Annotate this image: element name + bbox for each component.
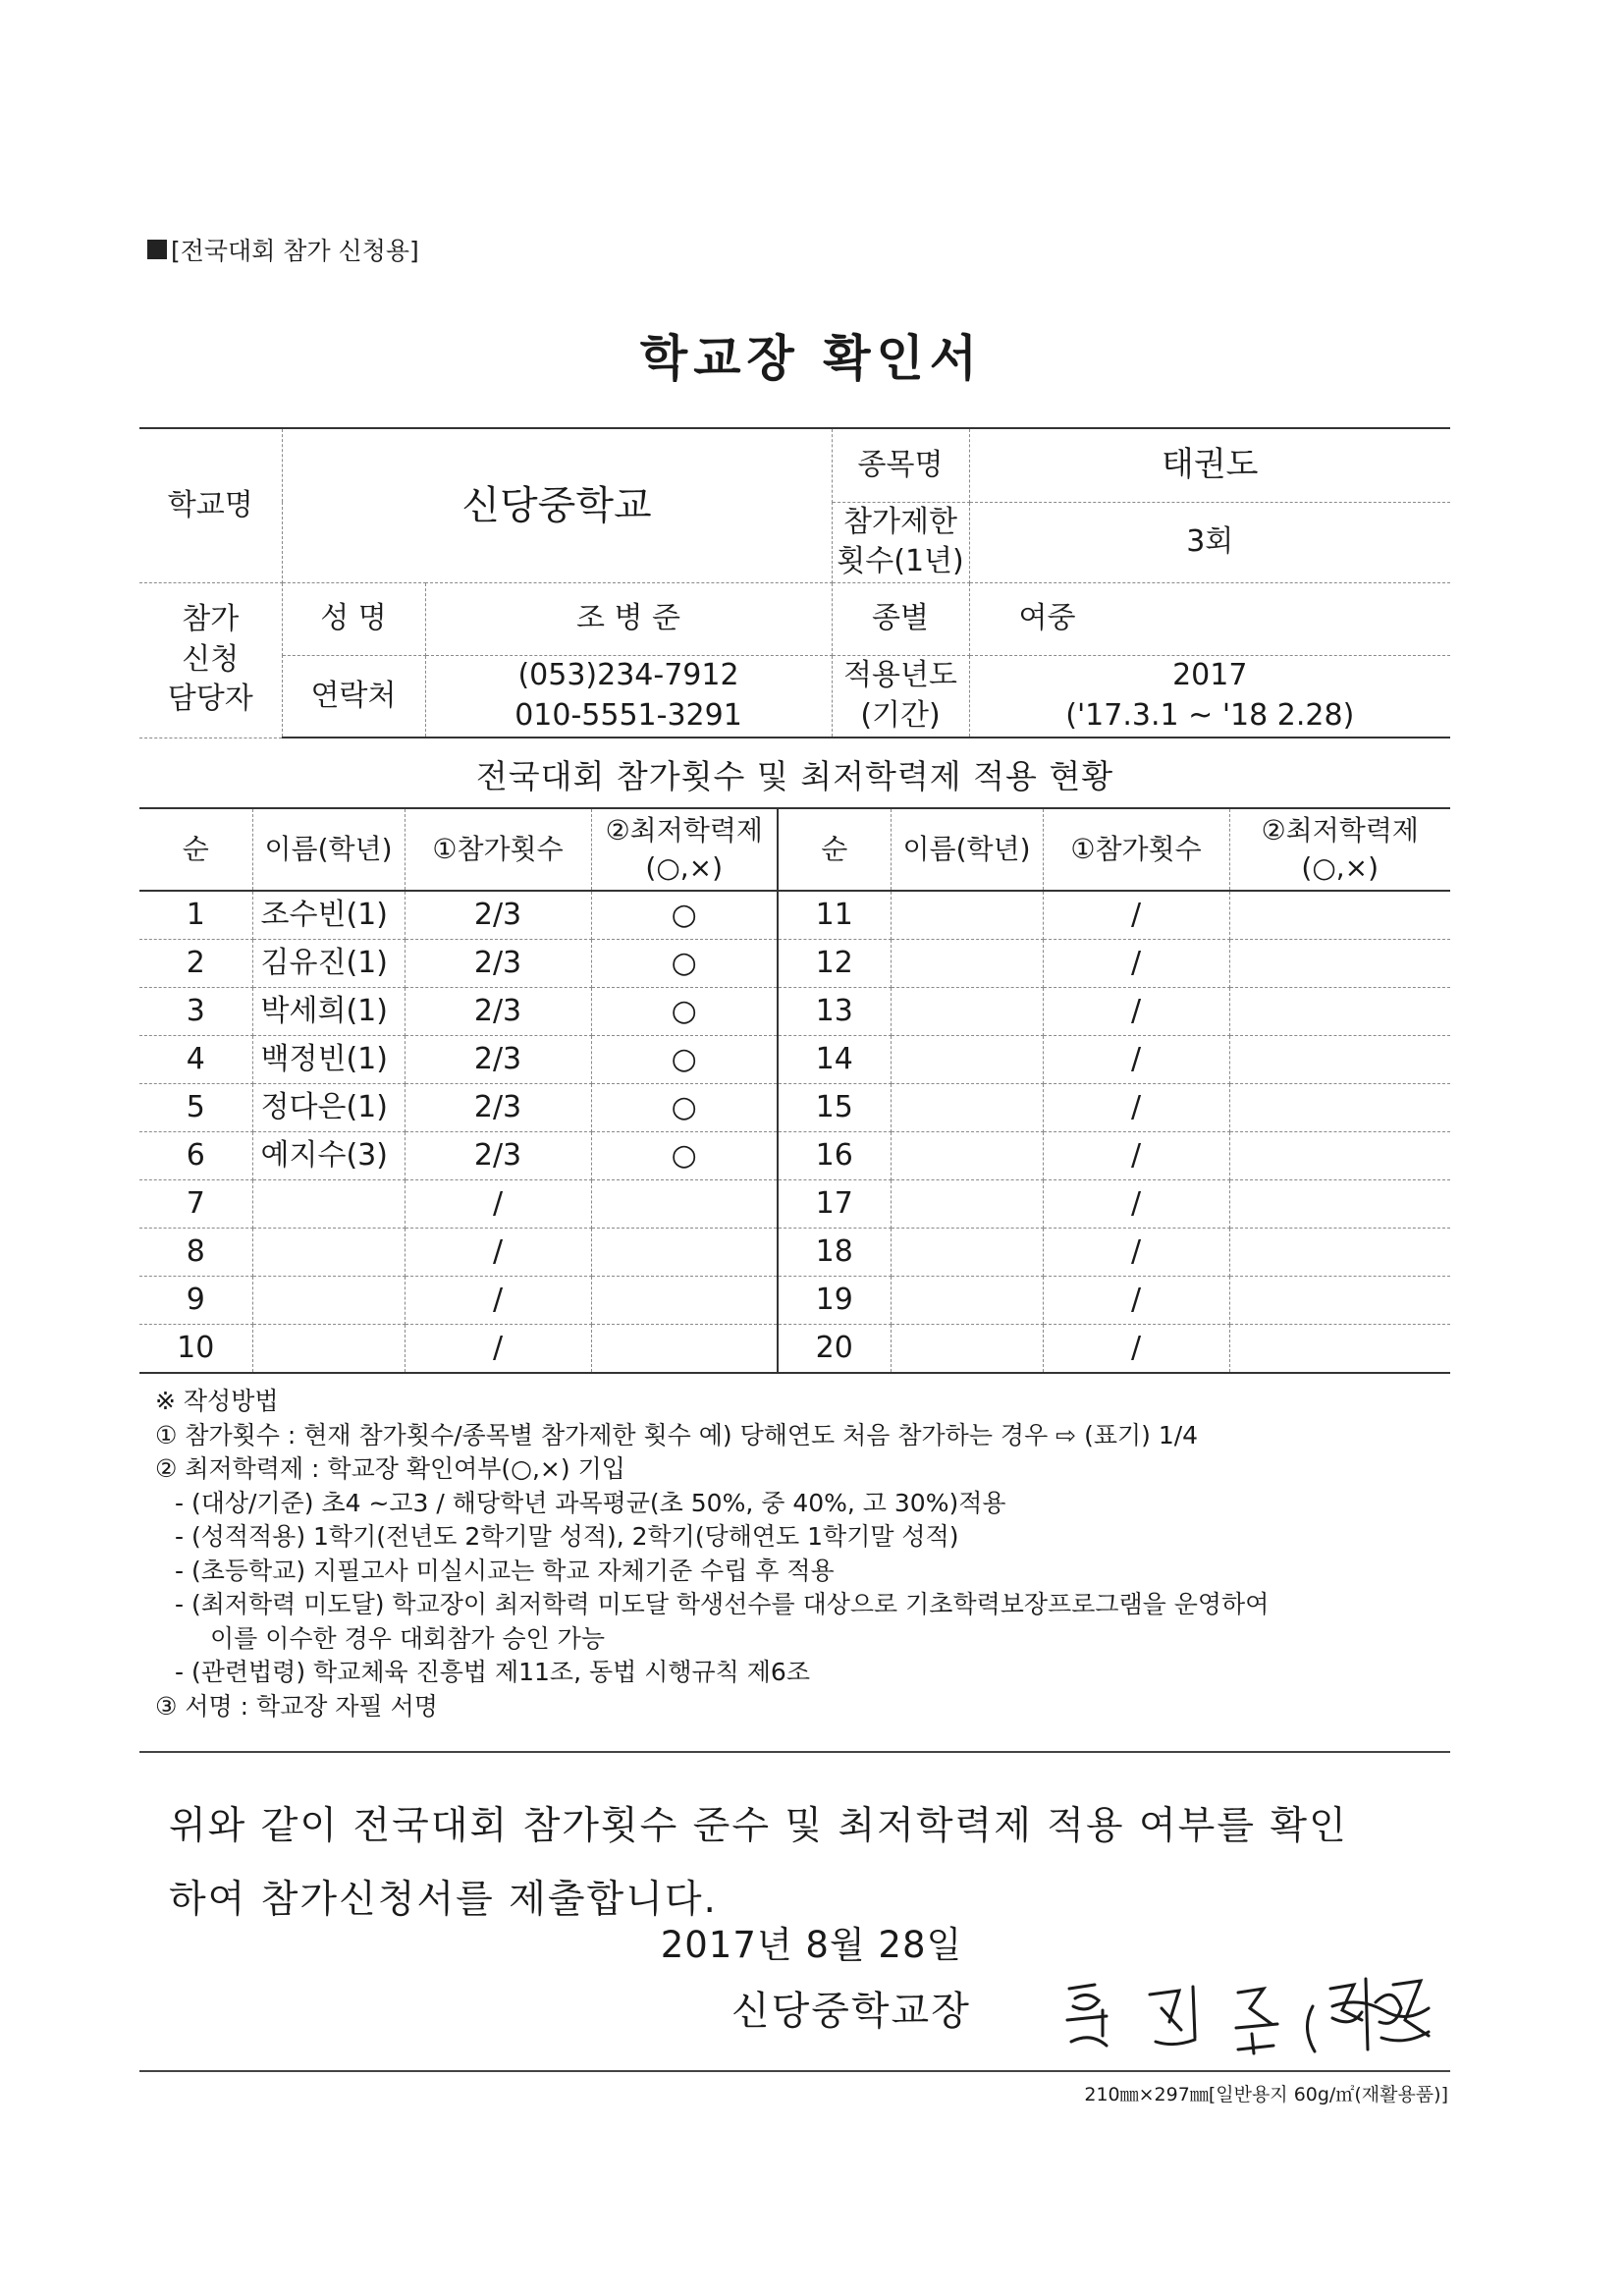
table-row: 5 정다은(1) 2/3 ○ 15 /	[139, 1084, 1450, 1132]
submission-date: 2017년 8월 28일	[660, 1924, 963, 1966]
phone-1: (053)234-7912	[517, 658, 739, 693]
manager-name-value: 조 병 준	[425, 582, 832, 655]
notes-heading: ※ 작성방법	[155, 1387, 279, 1415]
year-label: 적용년도 (기간)	[832, 655, 969, 738]
note-1: ① 참가횟수 : 현재 참가횟수/종목별 참가제한 횟수 예) 당해연도 처음 참가하는 경우 ⇨ (표기) 1/4	[155, 1420, 1199, 1449]
limit-value: 3회	[969, 502, 1450, 582]
table-row: 7 / 17 /	[139, 1180, 1450, 1229]
category-label: 종별	[832, 582, 969, 655]
document-title: 학교장 확인서	[639, 330, 984, 387]
table-row: 2 김유진(1) 2/3 ○ 12 /	[139, 940, 1450, 988]
header-count: ①참가횟수	[405, 808, 591, 891]
form-type-tag	[147, 232, 419, 267]
phone-2: 010-5551-3291	[514, 697, 742, 733]
note-3: ③ 서명 : 학교장 자필 서명	[155, 1691, 438, 1721]
contact-value	[425, 655, 832, 738]
writing-instructions	[155, 1385, 1451, 1723]
table-row: 1 조수빈(1) 2/3 ○ 11 /	[139, 891, 1450, 940]
category-value: 여중	[969, 582, 1450, 655]
info-table	[139, 427, 1450, 738]
header-min: ②최저학력제 (○,×)	[591, 808, 778, 891]
header-no: 순	[139, 808, 252, 891]
header-no: 순	[778, 808, 891, 891]
signer-title: 신당중학교장	[731, 1989, 971, 2034]
confirmation-statement: 위와 같이 전국대회 참가횟수 준수 및 최저학력제 적용 여부를 확인 하여 참가신청서를 제출합니다.	[169, 1804, 1348, 1922]
paper-spec: 210㎜×297㎜[일반용지 60g/㎡(재활용품)]	[1084, 2084, 1448, 2105]
school-name-label: 학교명	[139, 428, 282, 582]
roster-title: 전국대회 참가횟수 및 최저학력제 적용 현황	[475, 757, 1114, 795]
signature-stroke-icon	[1055, 1959, 1468, 2067]
note-2: ② 최저학력제 : 학교장 확인여부(○,×) 기입	[155, 1454, 625, 1483]
form-type-label: [전국대회 참가 신청용]	[171, 237, 419, 265]
divider	[139, 1751, 1450, 1753]
header-name: 이름(학년)	[252, 808, 405, 891]
table-row: 3 박세희(1) 2/3 ○ 13 /	[139, 988, 1450, 1036]
table-row: 6 예지수(3) 2/3 ○ 16 /	[139, 1132, 1450, 1180]
contact-label: 연락처	[282, 655, 425, 738]
header-count: ①참가횟수	[1043, 808, 1229, 891]
note-2-sub-2: - (성적적용) 1학기(전년도 2학기말 성적), 2학기(당해연도 1학기말 성적)	[175, 1522, 959, 1551]
roster-table	[139, 807, 1450, 1374]
handwritten-signature	[1055, 1959, 1468, 2071]
manager-label: 참가 신청 담당자	[139, 582, 282, 738]
table-row: 8 / 18 /	[139, 1229, 1450, 1277]
event-value: 태권도	[969, 428, 1450, 502]
event-label: 종목명	[832, 428, 969, 502]
limit-label: 참가제한 횟수(1년)	[832, 502, 969, 582]
header-min: ②최저학력제 (○,×)	[1229, 808, 1450, 891]
year-value: 2017 ('17.3.1 ~ '18 2.28)	[969, 655, 1450, 738]
header-name: 이름(학년)	[891, 808, 1043, 891]
note-2-sub-5: - (관련법령) 학교체육 진흥법 제11조, 동법 시행규칙 제6조	[175, 1658, 810, 1686]
table-row: 10 / 20 /	[139, 1325, 1450, 1374]
note-2-sub-3: - (초등학교) 지필고사 미실시교는 학교 자체기준 수립 후 적용	[175, 1556, 835, 1585]
school-name-value: 신당중학교	[282, 428, 832, 582]
note-2-sub-4-cont: 이를 이수한 경우 대회참가 승인 가능	[210, 1623, 605, 1653]
footer-divider	[139, 2070, 1450, 2072]
table-row: 9 / 19 /	[139, 1277, 1450, 1325]
note-2-sub-1: - (대상/기준) 초4 ~고3 / 해당학년 과목평균(초 50%, 중 40%, 고 30%)적용	[175, 1488, 1006, 1517]
table-row: 4 백정빈(1) 2/3 ○ 14 /	[139, 1036, 1450, 1084]
note-2-sub-4: - (최저학력 미도달) 학교장이 최저학력 미도달 학생선수를 대상으로 기초학력보장프로그램을 운영하여	[175, 1590, 1270, 1618]
square-bullet-icon	[147, 240, 167, 259]
manager-name-label: 성 명	[282, 582, 425, 655]
